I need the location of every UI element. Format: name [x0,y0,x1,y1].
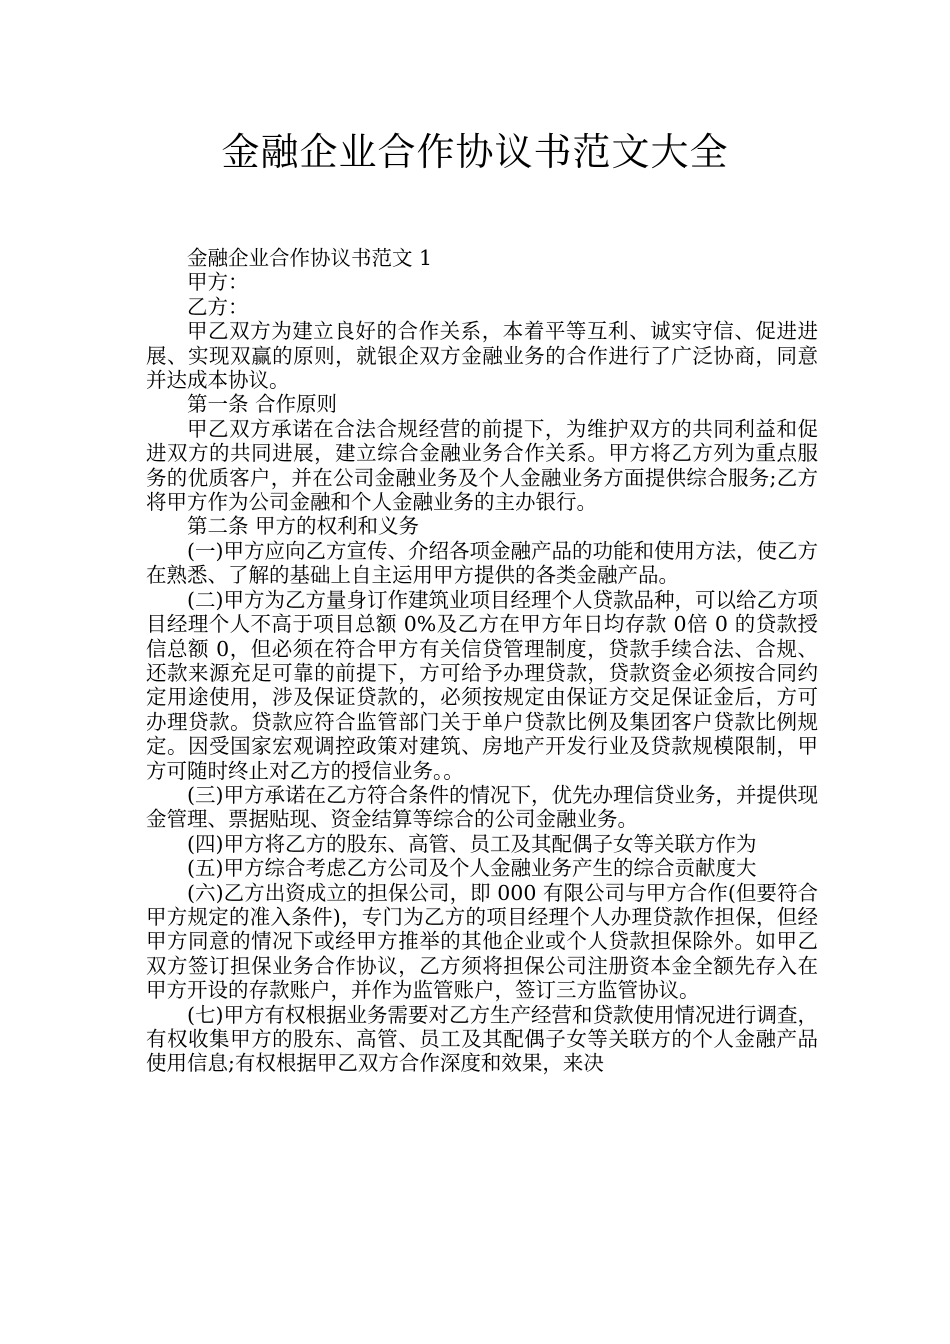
paragraph: 甲乙双方为建立良好的合作关系，本着平等互利、诚实守信、促进进展、实现双赢的原则，就银企双方金融业务的合作进行了广泛协商，同意并达成本协议。 [146,319,818,393]
document-body [146,246,818,1076]
paragraph: (五)甲方综合考虑乙方公司及个人金融业务产生的综合贡献度大 [187,856,757,881]
section-heading: 金融企业合作协议书范文 1 [187,246,433,270]
party-a-line: 甲方： [187,270,249,295]
paragraph: (六)乙方出资成立的担保公司，即 000 有限公司与甲方合作(但要符合甲方规定的准入条件)，专门为乙方的项目经理个人办理贷款作担保，但经甲方同意的情况下或经甲方推举的其他企业或个人贷款担保除外。如甲乙双方签订担保业务合作协议，乙方须将担保公司注册资本金全额先存入在甲方开设的存款账户，并作为监管账户，签订三方监管协议。 [146,880,818,1003]
paragraph: (一)甲方应向乙方宣传、介绍各项金融产品的功能和使用方法，使乙方在熟悉、了解的基础上自主运用甲方提供的各类金融产品。 [146,538,818,588]
paragraph: (四)甲方将乙方的股东、高管、员工及其配偶子女等关联方作为 [187,831,757,856]
paragraph: (三)甲方承诺在乙方符合条件的情况下，优先办理信贷业务，并提供现金管理、票据贴现、资金结算等综合的公司金融业务。 [146,782,818,832]
paragraph: (七)甲方有权根据业务需要对乙方生产经营和贷款使用情况进行调查，有权收集甲方的股东、高管、员工及其配偶子女等关联方的个人金融产品使用信息;有权根据甲乙双方合作深度和效果，来决 [146,1002,818,1076]
paragraph: 甲乙双方承诺在合法合规经营的前提下，为维护双方的共同利益和促进双方的共同进展，建立综合金融业务合作关系。甲方将乙方列为重点服务的优质客户，并在公司金融业务及个人金融业务方面提供综合服务;乙方将甲方作为公司金融和个人金融业务的主办银行。 [146,416,818,515]
article-heading: 第二条 甲方的权利和义务 [187,514,420,539]
paragraph: (二)甲方为乙方量身订作建筑业项目经理个人贷款品种，可以给乙方项目经理个人不高于项目总额 0%及乙方在甲方年日均存款 0倍 0 的贷款授信总额 0，但必须在符合甲方有关信贷管理制度，贷款手续合法、合规、还款来源充足可靠的前提下，方可给予办理贷款，贷款资金必须按合同约定用途使用，涉及保证贷款的，必须按规定由保证方交足保证金后，方可办理贷款。贷款应符合监管部门关于单户贷款比例及集团客户贷款比例规定。因受国家宏观调控政策对建筑、房地产开发行业及贷款规模限制，甲方可随时终止对乙方的授信业务。。 [146,587,818,783]
article-heading: 第一条 合作原则 [187,392,338,417]
party-b-line: 乙方： [187,294,249,319]
document-title: 金融企业合作协议书范文大全 [221,130,729,174]
